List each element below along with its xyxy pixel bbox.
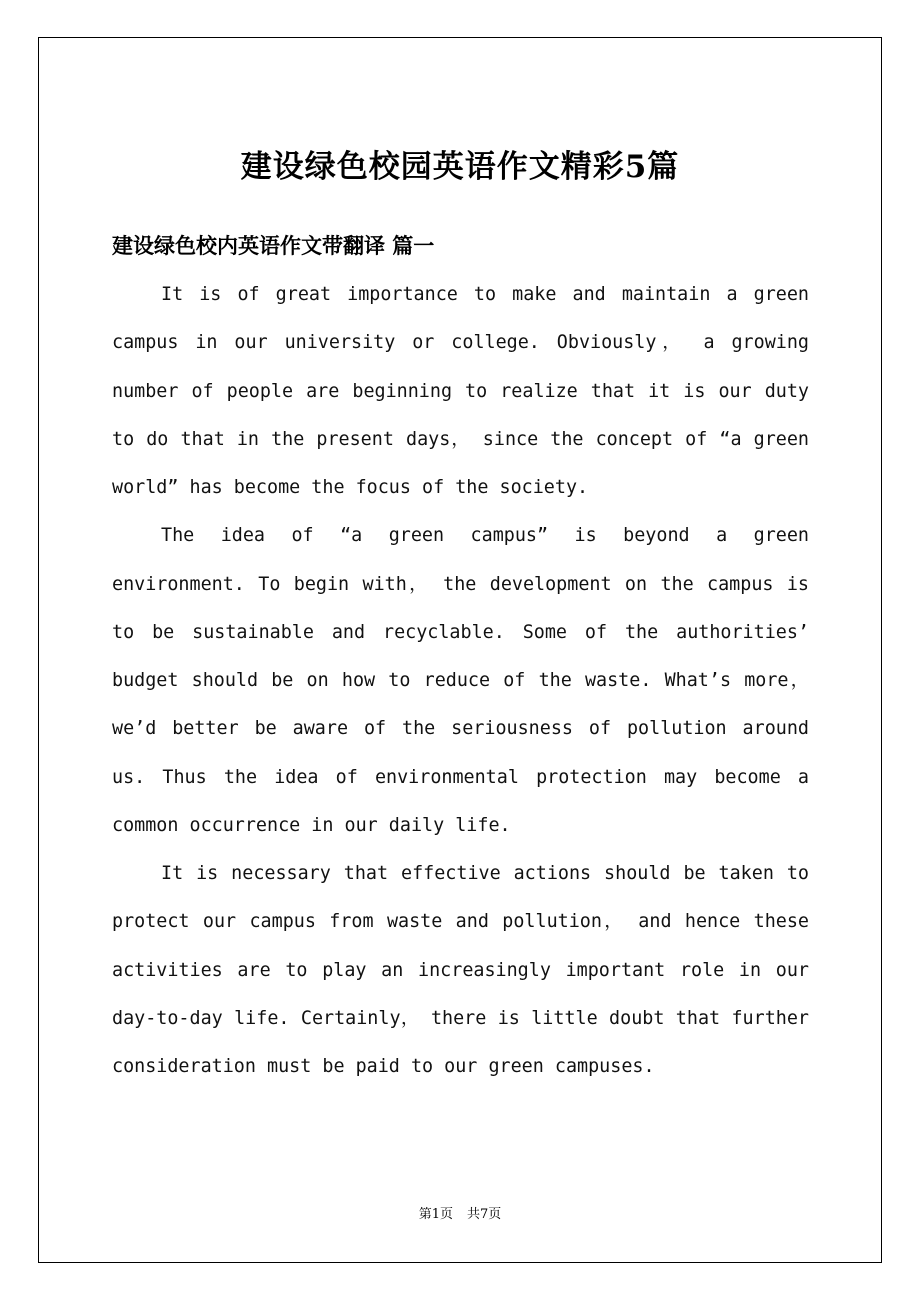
- section-heading: 建设绿色校内英语作文带翻译 篇一: [112, 234, 435, 258]
- paragraph: The idea of “a green campus” is beyond a green environment. To begin with， the development on the campus is to be sustainable and recyclable. Some of the authorities’ budget should be on how to reduce of the waste. What’s more， we’d better be aware of the seriousness of pollution around us. Thus the idea of environmental protection may become a common occurrence in our daily life.: [112, 525, 809, 836]
- page-total: 共7页: [467, 1207, 502, 1222]
- paragraph: It is necessary that effective actions should be taken to protect our campus from waste and pollution， and hence these activities are to play an increasingly important role in our day-to-day life. Certainly， there is little doubt that further consideration must be paid to our green campuses.: [112, 863, 809, 1077]
- article-body: [112, 271, 809, 1091]
- document-title: 建设绿色校园英语作文精彩5篇: [240, 149, 680, 185]
- page-number: 第1页: [418, 1207, 453, 1222]
- paragraph: It is of great importance to make and maintain a green campus in our university or college. Obviously， a growing number of people are beginning to realize that it is our duty to do that in the present days， since the concept of “a green world” has become the focus of the society.: [112, 284, 809, 498]
- page-footer: [0, 1204, 920, 1226]
